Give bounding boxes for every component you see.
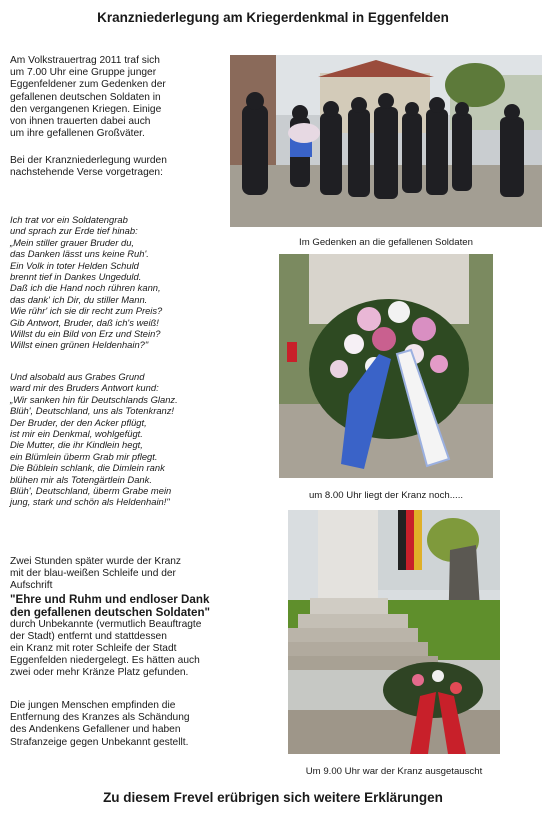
quote-line: "Ehre und Ruhm und endloser Dank <box>10 592 210 606</box>
removal-paragraph <box>10 556 210 680</box>
text-line: Zwei Stunden später wurde der Kranz <box>10 556 182 567</box>
verse-line: ein Blümlein überm Grab mir pflegt. <box>10 450 158 462</box>
quote-line: den gefallenen deutschen Soldaten" <box>10 605 211 619</box>
text-line: Die jungen Menschen empfinden die <box>10 700 176 711</box>
verse-line: das dank' ich Dir, du stiller Mann. <box>10 293 148 305</box>
text-line: Am Volkstrauertrag 2011 traf sich <box>10 55 160 66</box>
verse-line: blühen mir als Totengärtlein Dank. <box>10 473 152 485</box>
footer-statement: Zu diesem Frevel erübrigen sich weitere Erklärungen <box>103 790 443 805</box>
verse-line: Die Büblein schlank, die Dimlein rank <box>10 462 165 474</box>
verse-stanza-2 <box>10 371 178 508</box>
text-line: Eggenfeldener zum Gedenken der <box>10 79 166 91</box>
verse-line: ist mir ein Denkmal, wohlgefügt. <box>10 428 143 440</box>
text-line: durch Unbekannte (vermutlich Beauftragte <box>10 618 202 630</box>
verse-line: Daß ich die Hand noch rühren kann, <box>10 282 161 294</box>
page-title: Kranzniederlegung am Kriegerdenkmal in Eggenfelden <box>97 10 449 25</box>
text-line: Eggenfelden niedergelegt. Es hätten auch <box>10 655 200 667</box>
text-line: Bei der Kranzniederlegung wurden <box>10 155 167 166</box>
verse-line: jung, stark und schön als Heldenhain!" <box>10 496 170 508</box>
verse-line: Ich trat vor ein Soldatengrab <box>10 214 128 225</box>
photo3-caption: Um 9.00 Uhr war der Kranz ausgetauscht <box>305 766 483 777</box>
text-line: Aufschrift <box>10 580 53 592</box>
text-line: gefallenen deutschen Soldaten in <box>10 91 161 103</box>
verse-line: Gib Antwort, Bruder, daß ich's weiß! <box>10 316 159 328</box>
text-line: mit der blau-weißen Schleife und der <box>10 568 176 580</box>
text-line: zwei oder mehr Kränze Platz gefunden. <box>10 667 189 679</box>
intro-verses-paragraph <box>10 155 167 179</box>
complaint-paragraph <box>10 700 190 749</box>
text-line: um 7.00 Uhr eine Gruppe junger <box>10 67 157 79</box>
text-line: um ihre gefallenen Großväter. <box>10 128 145 140</box>
verse-stanza-1 <box>10 214 162 351</box>
verse-line: Willst du ein Bild von Erz und Stein? <box>10 328 161 340</box>
text-line: des Andenkens Gefallener und haben <box>10 724 181 736</box>
text-line: nachstehende Verse vorgetragen: <box>10 167 163 179</box>
verse-line: Und alsobald aus Grabes Grund <box>10 371 145 382</box>
wreath-photo <box>279 254 493 478</box>
verse-line: Willst einen grünen Heldenhain?" <box>10 339 149 351</box>
verse-line: Der Bruder, der den Acker pflügt, <box>10 416 147 428</box>
photo1-caption: Im Gedenken an die gefallenen Soldaten <box>299 237 473 248</box>
verse-line: Blüh', Deutschland, überm Grabe mein <box>10 485 172 497</box>
verse-line: „Mein stiller grauer Bruder du, <box>10 236 135 248</box>
replaced-wreath-photo <box>288 510 500 754</box>
ribbon-inscription-quote <box>10 593 210 619</box>
verse-line: „Wir sanken hin für Deutschlands Glanz. <box>10 393 178 405</box>
photo2-caption: um 8.00 Uhr liegt der Kranz noch..... <box>308 490 464 501</box>
verse-line: brennt tief in Dankes Ungeduld. <box>10 271 142 283</box>
text-line: der Stadt) entfernt und stattdessen <box>10 630 167 642</box>
verse-line: Blüh', Deutschland, uns als Totenkranz! <box>10 405 175 417</box>
intro-paragraph <box>10 55 166 140</box>
verse-line: ward mir des Bruders Antwort kund: <box>10 382 159 394</box>
verse-line: das Danken lässt uns keine Ruh'. <box>10 248 149 260</box>
verse-line: Die Mutter, die ihr Kindlein hegt, <box>10 439 143 451</box>
group-photo <box>230 55 542 227</box>
verse-line: Ein Volk in toter Helden Schuld <box>10 259 139 271</box>
verse-line: Wie rühr' ich sie dir recht zum Preis? <box>10 305 163 317</box>
text-line: den vergangenen Kriegen. Einige <box>10 103 162 115</box>
text-line: Strafanzeige gegen Unbekannt gestellt. <box>10 736 189 748</box>
verse-line: und sprach zur Erde tief hinab: <box>10 225 138 237</box>
text-line: von ihnen trauerten dabei auch <box>10 116 151 128</box>
text-line: ein Kranz mit roter Schleife der Stadt <box>10 643 177 655</box>
text-line: Entfernung des Kranzes als Schändung <box>10 712 190 724</box>
